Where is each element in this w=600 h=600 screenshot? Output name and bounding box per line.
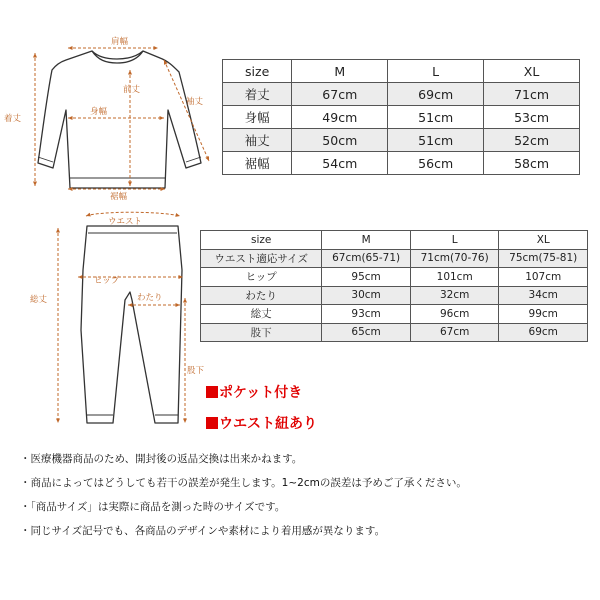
table-cell: 67cm	[410, 323, 499, 342]
pants-dimension-lines	[58, 212, 185, 423]
front-length-label: 前丈	[123, 85, 141, 95]
body-width-label: 身幅	[90, 107, 108, 117]
table-header-row	[201, 231, 588, 250]
table-cell: 50cm	[292, 129, 388, 152]
row-label: 着丈	[223, 83, 292, 106]
table-cell: 67cm(65-71)	[322, 249, 411, 268]
table-cell: 71cm	[484, 83, 580, 106]
table-cell: 75cm(75-81)	[499, 249, 588, 268]
header-cell: L	[410, 231, 499, 250]
shirt-outline	[38, 51, 201, 188]
table-cell: 32cm	[410, 286, 499, 305]
table-cell: 93cm	[322, 305, 411, 324]
table-cell: 95cm	[322, 268, 411, 287]
note-item: ・商品によってはどうしても若干の誤差が発生します。1~2cmの誤差は予めご了承ください。	[20, 477, 467, 489]
table-cell: 107cm	[499, 268, 588, 287]
sleeve-length-line	[164, 60, 209, 161]
total-length-label: 着丈	[4, 114, 22, 124]
table-row	[201, 305, 588, 324]
feature-text: ウエスト紐あり	[219, 416, 317, 432]
header-cell: size	[223, 60, 292, 83]
row-label: 裾幅	[223, 152, 292, 175]
table-cell: 30cm	[322, 286, 411, 305]
table-cell: 96cm	[410, 305, 499, 324]
hem-width-label: 裾幅	[110, 192, 128, 202]
waist-line	[86, 212, 180, 216]
table-cell: 52cm	[484, 129, 580, 152]
table-row	[223, 152, 580, 175]
feature-text: ポケット付き	[219, 385, 303, 401]
pants-size-table	[200, 230, 588, 342]
note-item: ・「商品サイズ」は実際に商品を測った時のサイズです。	[20, 501, 286, 513]
table-cell: 67cm	[292, 83, 388, 106]
table-cell: 34cm	[499, 286, 588, 305]
table-row	[201, 268, 588, 287]
header-cell: M	[322, 231, 411, 250]
table-cell: 101cm	[410, 268, 499, 287]
shirt-dimension-lines	[35, 48, 209, 189]
header-cell: size	[201, 231, 322, 250]
header-cell: XL	[484, 60, 580, 83]
total-length-label: 総丈	[30, 295, 48, 305]
feature-pocket	[206, 382, 302, 402]
thigh-label: わたり	[137, 293, 163, 303]
hip-label: ヒップ	[94, 276, 120, 286]
row-label: 総丈	[201, 305, 322, 324]
table-cell: 54cm	[292, 152, 388, 175]
waist-label: ウエスト	[108, 217, 143, 227]
table-cell: 69cm	[388, 83, 484, 106]
header-cell: XL	[499, 231, 588, 250]
bullet-square-icon	[206, 417, 218, 429]
table-header-row	[223, 60, 580, 83]
table-row	[223, 129, 580, 152]
table-row	[223, 106, 580, 129]
row-label: 身幅	[223, 106, 292, 129]
table-cell: 99cm	[499, 305, 588, 324]
pants-outline	[81, 226, 182, 423]
header-cell: L	[388, 60, 484, 83]
row-label: わたり	[201, 286, 322, 305]
shoulder-width-label: 肩幅	[111, 37, 129, 47]
table-cell: 53cm	[484, 106, 580, 129]
table-row	[223, 83, 580, 106]
bullet-square-icon	[206, 386, 218, 398]
table-cell: 51cm	[388, 106, 484, 129]
note-item: ・医療機器商品のため、開封後の返品交換は出来かねます。	[20, 453, 303, 465]
row-label: ウエスト適応サイズ	[201, 249, 322, 268]
table-cell: 65cm	[322, 323, 411, 342]
shirt-size-table	[222, 59, 580, 175]
inseam-label: 股下	[187, 366, 205, 376]
table-cell: 49cm	[292, 106, 388, 129]
pants-dimension-labels	[30, 217, 205, 376]
sleeve-length-label: 袖丈	[186, 97, 204, 107]
table-row	[201, 286, 588, 305]
note-item: ・同じサイズ記号でも、各商品のデザインや素材により着用感が異なります。	[20, 525, 386, 537]
row-label: 袖丈	[223, 129, 292, 152]
table-cell: 58cm	[484, 152, 580, 175]
row-label: ヒップ	[201, 268, 322, 287]
header-cell: M	[292, 60, 388, 83]
table-cell: 56cm	[388, 152, 484, 175]
table-row	[201, 249, 588, 268]
table-cell: 51cm	[388, 129, 484, 152]
table-cell: 71cm(70-76)	[410, 249, 499, 268]
table-cell: 69cm	[499, 323, 588, 342]
row-label: 股下	[201, 323, 322, 342]
table-row	[201, 323, 588, 342]
notes-list	[20, 452, 595, 548]
feature-waist-cord	[206, 413, 317, 433]
